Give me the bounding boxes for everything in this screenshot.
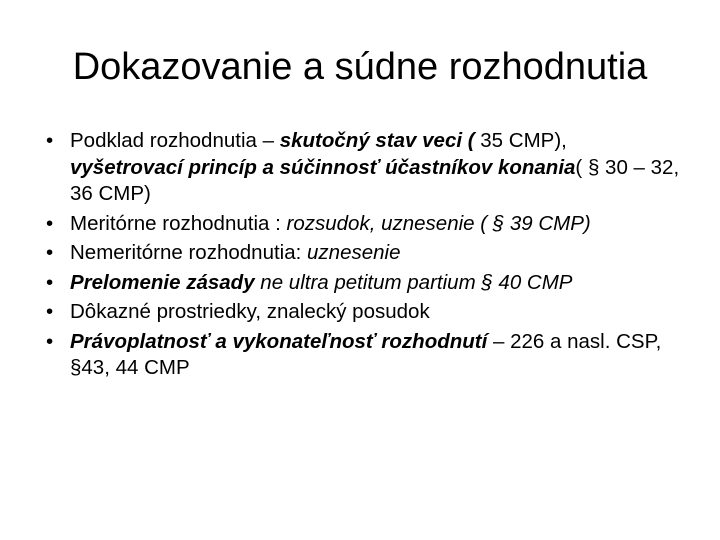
bullet-text-segment: 35 CMP), [480,129,567,152]
bullet-text-segment: uznesenie [307,241,401,264]
bullet-marker: • [46,129,54,152]
bullet-text-segment: – 226 a nasl. CSP, §43, 44 CMP [70,329,662,379]
bullet-marker: • [46,329,54,353]
bullet-text-segment: vyšetrovací princíp a súčinnosť účastníkov konania [70,155,576,179]
bullet-item [46,329,680,382]
bullet-marker: • [46,241,54,264]
bullet-text-segment: ne ultra petitum partium § 40 CMP [254,270,573,294]
bullet-text-segment: Dôkazné prostriedky, znalecký posudok [70,300,430,323]
slide-title: Dokazovanie a súdne rozhodnutia [72,46,648,88]
bullet-list [46,128,680,385]
bullet-text-segment: rozsudok, uznesenie ( § 39 CMP) [286,211,591,235]
bullet-text-segment: Nemeritórne rozhodnutia: [70,241,308,264]
bullet-item [46,270,680,297]
bullet-item [46,299,680,326]
bullet-text-segment: Meritórne rozhodnutia : [70,211,287,235]
bullet-marker: • [46,300,54,323]
bullet-item [46,128,680,208]
bullet-text-segment: Právoplatnosť a vykonateľnosť rozhodnutí [70,329,488,353]
bullet-text-segment: Podklad rozhodnutia – [70,129,280,152]
bullet-marker: • [46,270,54,294]
bullet-item [46,240,680,267]
bullet-item [46,211,680,238]
bullet-text-segment: ( § 30 – 32, 36 CMP) [70,155,680,205]
bullet-marker: • [46,211,54,235]
bullet-text-segment: skutočný stav veci ( [279,129,481,152]
bullet-text-segment: Prelomenie zásady [70,270,255,294]
